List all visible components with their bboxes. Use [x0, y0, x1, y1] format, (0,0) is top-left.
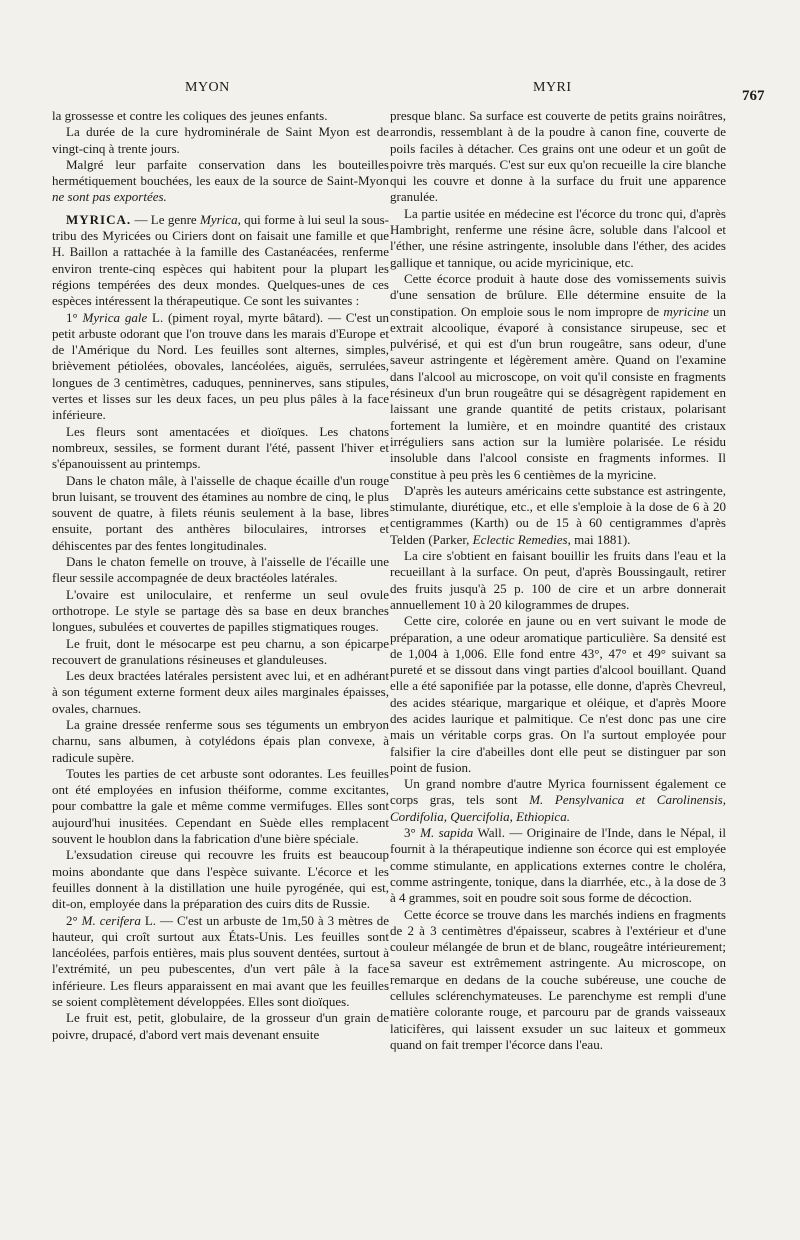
paragraph: La graine dressée renferme sous ses téguments un embryon charnu, sans albumen, à cotylédons épais plan convexe, à radicule supère.	[52, 716, 389, 765]
paragraph: Un grand nombre d'autre Myrica fournissent également ce corps gras, tels sont M. Pensylvanica et Carolinensis, Cordifolia, Quercifolia, Ethiopica.	[390, 776, 726, 824]
paragraph: 1° Myrica gale L. (piment royal, myrte bâtard). — C'est un petit arbuste odorant que l'on trouve dans les marais d'Europe et de l'Amérique du Nord. Les feuilles sont alternes, simples, brièvement pétiolées, obovales, lancéolées, aiguës, serrulées, longues de 3 centimètres, caduques, penninerves, sans stipules, vertes et lisses sur les deux faces, un peu plus pâles à la face inférieure.	[52, 309, 389, 423]
paragraph: Les fleurs sont amentacées et dioïques. Les chatons nombreux, sessiles, se forment durant l'été, passent l'hiver et s'épanouissent au printemps.	[52, 423, 389, 472]
paragraph: D'après les auteurs américains cette substance est astringente, stimulante, diurétique, etc., et elle s'emploie à la dose de 6 à 20 centigrammes (Karth) ou de 15 à 60 centigrammes d'après Telden (Parker, Eclectic Remedies, mai 1881).	[390, 482, 726, 547]
paragraph: Malgré leur parfaite conservation dans les bouteilles hermétiquement bouchées, les eaux de la source de Saint-Myon ne sont pas exportées.	[52, 156, 389, 205]
paragraph: La cire s'obtient en faisant bouillir les fruits dans l'eau et la recueillant à la surface. On peut, d'après Boussingault, retirer des fruits jusqu'à 25 p. 100 de cire et un arbre donnerait annuellement 10 à 20 kilogrammes de drupes.	[390, 548, 726, 612]
paragraph: L'exsudation cireuse qui recouvre les fruits est beaucoup moins abondante que dans l'espèce suivante. L'écorce et les feuilles donnent à la distillation une huile pyrogénée, qui est, dit-on, employée dans la préparation des cuirs dits de Russie.	[52, 847, 389, 912]
entry-heading: MYRICA.	[66, 211, 132, 227]
header-left: MYON	[185, 80, 230, 95]
paragraph: presque blanc. Sa surface est couverte de petits grains noirâtres, arrondis, ressemblant à de la poudre à canon fine, couverte de poils faciles à détacher. Ces grains ont une odeur et un goût de poivre très marqués. C'est sur eux qu'on recueille la cire blanche qui les couvre et donne à la surface du fruit une apparence granulée.	[390, 108, 726, 205]
page-number: 767	[742, 88, 765, 104]
left-column	[52, 108, 389, 1043]
paragraph: 2° M. cerifera L. — C'est un arbuste de 1m,50 à 3 mètres de hauteur, qui croît surtout aux États-Unis. Les feuilles sont lancéolées, parfois entières, mais plus souvent dentées, surtout à l'extrémité, un peu pubescentes, d'un vert pâle à la face inférieure. Les fleurs apparaissent en mai avant que les feuilles se soient complètement développées. Elles sont dioïques.	[52, 912, 390, 1010]
paragraph: Dans le chaton mâle, à l'aisselle de chaque écaille d'un rouge brun luisant, se trouvent des étamines au nombre de cinq, le plus souvent de quatre, à filets réunis seulement à la base, libres ensuite, portant des anthères biloculaires, introrses et déhiscentes par des fentes longitudinales.	[52, 472, 389, 553]
paragraph: Le fruit est, petit, globulaire, de la grosseur d'un grain de poivre, drupacé, d'abord vert mais devenant ensuite	[52, 1010, 389, 1042]
paragraph: 3° M. sapida Wall. — Originaire de l'Inde, dans le Népal, il fournit à la thérapeutique indienne son écorce qui est employée comme stimulante, en applications externes contre le choléra, comme astringente, tonique, dans la diarrhée, etc., à la dose de 3 à 4 grammes, soit en poudre soit sous forme de décoction.	[390, 825, 727, 906]
right-column	[390, 108, 726, 1053]
paragraph: Le fruit, dont le mésocarpe est peu charnu, a son épicarpe recouvert de granulations résineuses et glanduleuses.	[52, 635, 389, 667]
entry-myrica: MYRICA. — Le genre Myrica, qui forme à lui seul la sous-tribu des Myricées ou Ciriers dont on faisait une famille et que H. Baillon a rattachée à la famille des Castanéacées, renferme environ trente-cinq espèces qui habitent pour la plupart les régions tempérées des deux mondes. Quelques-unes de ces espèces intéressent la thérapeutique. Ce sont les suivantes :	[52, 211, 390, 309]
paragraph: la grossesse et contre les coliques des jeunes enfants.	[52, 108, 328, 123]
paragraph: L'ovaire est uniloculaire, et renferme un seul ovule orthotrope. Le style se partage dès sa base en deux branches longues, subulées et couvertes de papilles stigmatiques rouges.	[52, 586, 389, 635]
paragraph: Toutes les parties de cet arbuste sont odorantes. Les feuilles ont été employées en infusion théiforme, comme excitantes, pour combattre la gale et même comme vermifuges. Elles sont aujourd'hui inusitées. Cependant en Suède elles remplacent souvent le houblon dans la fabrication d'une bière spéciale.	[52, 765, 389, 847]
running-header	[0, 80, 800, 110]
paragraph: Cette écorce produit à haute dose des vomissements suivis d'une sensation de brûlure. Elle détermine ensuite de la constipation. On emploie sous le nom impropre de myricine un extrait alcoolique, évaporé à consistance sirupeuse, sec et pulvérisé, et qui est d'un brun rougeâtre, sans odeur, d'une saveur astringente et légèrement amère. Quand on l'examine dans l'alcool au microscope, on voit qu'il consiste en fragments résineux d'un brun rougeâtre qui se désagrègent rapidement en laissant une grande quantité de petits cristaux, polarisant fortement la lumière, et en moindre quantité des cristaux irréguliers sans action sur la lumière polarisée. Le résidu insoluble dans l'alcool consiste en fragments informes. Il constitue à peu près les 6 centièmes de la myricine.	[390, 270, 727, 482]
paragraph: Dans le chaton femelle on trouve, à l'aisselle de l'écaille une fleur sessile accompagnée de deux bractéoles latérales.	[52, 554, 389, 586]
paragraph: La durée de la cure hydrominérale de Saint Myon est de vingt-cinq à trente jours.	[52, 124, 389, 156]
header-right: MYRI	[533, 80, 572, 95]
paragraph: La partie usitée en médecine est l'écorce du tronc qui, d'après Hambright, renferme une résine âcre, soluble dans l'alcool et l'éther, une résine astringente, insoluble dans l'éther, des acides gallique et tannique, ou acide myricinique, etc.	[390, 205, 726, 270]
paragraph: Les deux bractées latérales persistent avec lui, et en adhérant à son tégument externe forment deux ailes marginales épaisses, ovales, charnues.	[52, 668, 389, 716]
paragraph: Cette écorce se trouve dans les marchés indiens en fragments de 2 à 3 centimètres d'épaisseur, scabres à l'extérieur et d'une couleur mélangée de brun et de blanc, rougeâtre intérieurement; sa saveur est extrêmement astringente. Au microscope, on remarque en dedans de la couche subéreuse, une couche de cellules sclérenchymateuses. Le parenchyme est rempli d'une matière colorante rouge, et parcouru par de grands vaisseaux laticifères, qui laissent exsuder un suc laiteux et gommeux quand on fait tremper l'écorce dans l'eau.	[390, 906, 726, 1052]
paragraph: Cette cire, colorée en jaune ou en vert suivant le mode de préparation, a une odeur aromatique particulière. Sa densité est de 1,004 à 1,006. Elle fond entre 43°, 47° et 49° suivant sa pureté et se dissout dans vingt parties d'alcool bouillant. Quand elle a été saponifiée par la potasse, elle donne, d'après Chevreul, des acides stéarique, margarique et oléique, et d'après Moore des acides laurique et palmitique. Ce n'est donc pas une cire mais un véritable corps gras. On l'a surtout employée pour falsifier la cire d'abeilles dont elle peut se distinguer par son point de fusion.	[390, 613, 726, 775]
